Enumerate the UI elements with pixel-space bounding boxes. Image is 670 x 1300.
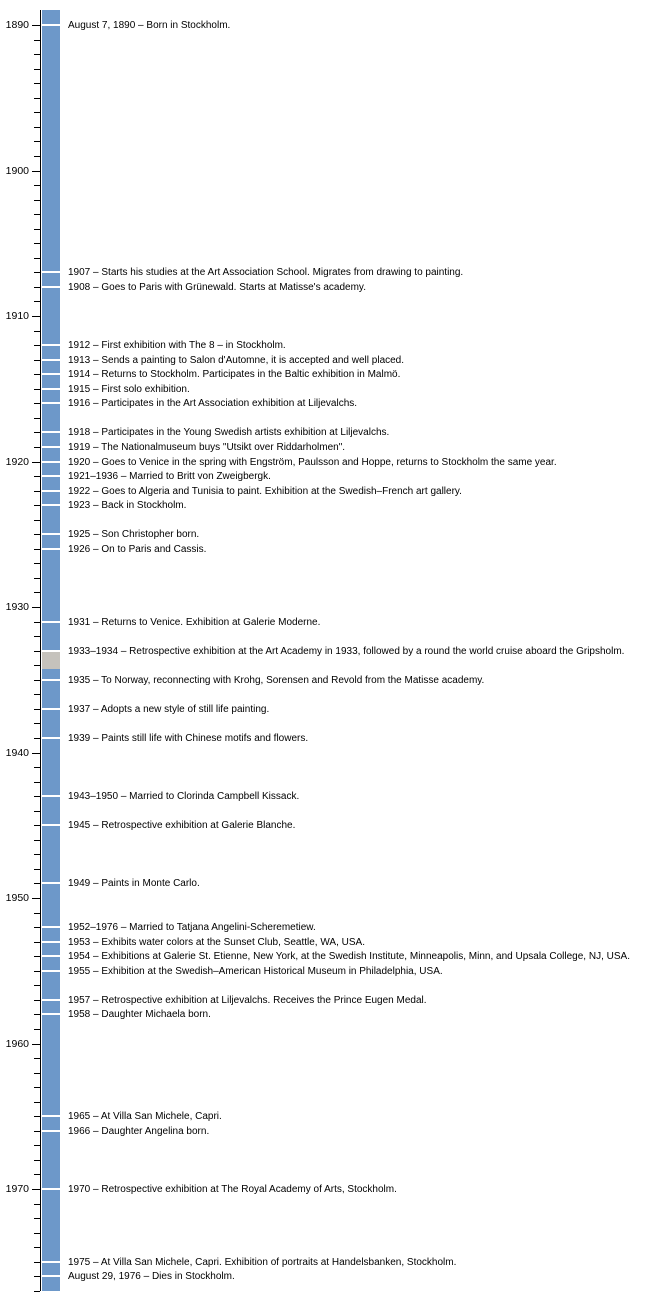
axis-tick-minor (34, 549, 40, 550)
axis-tick-minor (34, 1102, 40, 1103)
event-separator (42, 970, 60, 972)
axis-tick-minor (34, 272, 40, 273)
axis-tick-minor (34, 1058, 40, 1059)
axis-tick-minor (34, 141, 40, 142)
axis-tick-minor (34, 301, 40, 302)
timeline-event-label: 1913 – Sends a painting to Salon d'Automne, it is accepted and well placed. (68, 354, 405, 366)
event-separator (42, 650, 60, 652)
timeline-event-label: 1920 – Goes to Venice in the spring with Engström, Paulsson and Hoppe, returns to Stockholm the same year. (68, 456, 557, 468)
timeline-event-label: 1907 – Starts his studies at the Art Association School. Migrates from drawing to painting. (68, 267, 464, 279)
axis-tick-major (32, 753, 40, 754)
axis-tick-major (32, 1044, 40, 1045)
axis-tick-major (32, 171, 40, 172)
timeline-event-label: August 7, 1890 – Born in Stockholm. (68, 20, 231, 31)
axis-tick-minor (34, 54, 40, 55)
axis-tick-minor (34, 491, 40, 492)
event-separator (42, 24, 60, 26)
event-separator (42, 359, 60, 361)
timeline-event-label: 1931 – Returns to Venice. Exhibition at Galerie Moderne. (68, 616, 321, 628)
event-separator (42, 999, 60, 1001)
event-separator (42, 344, 60, 346)
axis-tick-minor (34, 200, 40, 201)
timeline-event-label: 1937 – Adopts a new style of still life painting. (68, 703, 270, 715)
axis-tick-minor (34, 927, 40, 928)
timeline-event-label: 1912 – First exhibition with The 8 – in Stockholm. (68, 340, 286, 352)
axis-tick-minor (34, 1160, 40, 1161)
axis-year-label: 1930 (5, 601, 29, 613)
axis-tick-minor (34, 1174, 40, 1175)
axis-tick-major (32, 316, 40, 317)
event-separator (42, 1130, 60, 1132)
timeline-bar-segment (42, 10, 60, 650)
axis-tick-minor (34, 69, 40, 70)
event-separator (42, 1275, 60, 1277)
timeline-event-label: 1943–1950 – Married to Clorinda Campbell Kissack. (68, 791, 300, 803)
event-separator (42, 504, 60, 506)
axis-tick-minor (34, 694, 40, 695)
event-separator (42, 621, 60, 623)
event-separator (42, 461, 60, 463)
axis-tick-minor (34, 985, 40, 986)
axis-tick-major (32, 607, 40, 608)
axis-tick-minor (34, 913, 40, 914)
axis-tick-minor (34, 156, 40, 157)
axis-tick-minor (34, 520, 40, 521)
axis-tick-minor (34, 956, 40, 957)
axis-year-label: 1910 (5, 310, 29, 322)
axis-tick-minor (34, 1073, 40, 1074)
axis-tick-minor (34, 592, 40, 593)
axis-tick-minor (34, 1262, 40, 1263)
axis-tick-minor (34, 505, 40, 506)
event-separator (42, 431, 60, 433)
event-separator (42, 388, 60, 390)
axis-tick-minor (34, 1276, 40, 1277)
axis-tick-minor (34, 1014, 40, 1015)
axis-tick-minor (34, 345, 40, 346)
axis-tick-minor (34, 389, 40, 390)
event-separator (42, 824, 60, 826)
axis-tick-minor (34, 214, 40, 215)
axis-tick-minor (34, 1204, 40, 1205)
timeline-event-label: 1939 – Paints still life with Chinese motifs and flowers. (68, 732, 309, 744)
axis-tick-minor (34, 1029, 40, 1030)
event-separator (42, 882, 60, 884)
axis-tick-minor (34, 680, 40, 681)
axis-tick-minor (34, 258, 40, 259)
axis-tick-minor (34, 1247, 40, 1248)
axis-tick-minor (34, 83, 40, 84)
event-separator (42, 708, 60, 710)
timeline-event-label: 1919 – The Nationalmuseum buys "Utsikt over Riddarholmen". (68, 441, 346, 453)
event-separator (42, 286, 60, 288)
axis-tick-minor (34, 1291, 40, 1292)
event-separator (42, 679, 60, 681)
axis-tick-minor (34, 447, 40, 448)
axis-tick-minor (34, 869, 40, 870)
axis-tick-minor (34, 709, 40, 710)
axis-tick-minor (34, 971, 40, 972)
axis-tick-minor (34, 796, 40, 797)
timeline-event-label: 1975 – At Villa San Michele, Capri. Exhibition of portraits at Handelsbanken, Stockholm. (68, 1256, 457, 1268)
axis-tick-minor (34, 578, 40, 579)
axis-tick-minor (34, 360, 40, 361)
axis-tick-minor (34, 1000, 40, 1001)
axis-tick-minor (34, 840, 40, 841)
axis-tick-minor (34, 229, 40, 230)
timeline-event-label: 1923 – Back in Stockholm. (68, 500, 187, 512)
timeline-event-label: 1915 – First solo exhibition. (68, 383, 190, 395)
timeline-event-label: 1908 – Goes to Paris with Grünewald. Starts at Matisse's academy. (68, 281, 366, 293)
timeline-bar-segment (42, 651, 60, 669)
event-separator (42, 402, 60, 404)
timeline-event-label: 1966 – Daughter Angelina born. (68, 1125, 210, 1137)
timeline-event-label: 1954 – Exhibitions at Galerie St. Etienne, New York, at the Swedish Institute, Minneapolis, Minn, and Upsala College, NJ, USA. (68, 951, 630, 963)
timeline-event-label: 1952–1976 – Married to Tatjana Angelini-Scheremetiew. (68, 922, 316, 934)
axis-tick-minor (34, 185, 40, 186)
axis-year-label: 1970 (5, 1183, 29, 1195)
axis-tick-minor (34, 432, 40, 433)
event-separator (42, 926, 60, 928)
axis-year-label: 1950 (5, 892, 29, 904)
axis-tick-minor (34, 1116, 40, 1117)
axis-year-label: 1960 (5, 1037, 29, 1050)
axis-tick-minor (34, 825, 40, 826)
axis-tick-minor (34, 476, 40, 477)
timeline-event-label: 1955 – Exhibition at the Swedish–American Historical Museum in Philadelphia, USA. (68, 965, 443, 977)
event-separator (42, 955, 60, 957)
event-separator (42, 490, 60, 492)
axis-tick-minor (34, 767, 40, 768)
axis-tick-minor (34, 636, 40, 637)
event-separator (42, 271, 60, 273)
axis-tick-minor (34, 563, 40, 564)
event-separator (42, 1188, 60, 1190)
axis-year-label: 1940 (5, 746, 29, 759)
timeline-event-label: 1970 – Retrospective exhibition at The Royal Academy of Arts, Stockholm. (68, 1184, 397, 1195)
event-separator (42, 446, 60, 448)
timeline-event-label: 1933–1934 – Retrospective exhibition at the Art Academy in 1933, followed by a round the world cruise aboard the Gripsholm. (68, 645, 625, 657)
timeline-event-label: 1957 – Retrospective exhibition at Liljevalchs. Receives the Prince Eugen Medal. (68, 994, 427, 1006)
axis-tick-major (32, 462, 40, 463)
timeline-event-label: 1916 – Participates in the Art Association exhibition at Liljevalchs. (68, 398, 358, 410)
axis-tick-major (32, 25, 40, 26)
axis-tick-minor (34, 782, 40, 783)
axis-year-label: 1900 (5, 164, 29, 177)
event-separator (42, 737, 60, 739)
axis-tick-minor (34, 403, 40, 404)
timeline-event-label: 1921–1936 – Married to Britt von Zweigbergk. (68, 471, 271, 483)
axis-tick-minor (34, 1233, 40, 1234)
axis-tick-minor (34, 112, 40, 113)
axis-year-label: 1920 (5, 455, 29, 468)
axis-tick-minor (34, 665, 40, 666)
timeline-event-label: 1965 – At Villa San Michele, Capri. (68, 1111, 222, 1123)
axis-tick-minor (34, 243, 40, 244)
axis-tick-major (32, 1189, 40, 1190)
event-separator (42, 548, 60, 550)
axis-tick-minor (34, 418, 40, 419)
timeline-event-label: 1945 – Retrospective exhibition at Galerie Blanche. (68, 820, 296, 832)
event-separator (42, 941, 60, 943)
axis-tick-minor (34, 1131, 40, 1132)
axis-tick-minor (34, 374, 40, 375)
timeline-event-label: 1918 – Participates in the Young Swedish artists exhibition at Liljevalchs. (68, 427, 390, 439)
axis-tick-minor (34, 1218, 40, 1219)
timeline-event-label: 1914 – Returns to Stockholm. Participates in the Baltic exhibition in Malmö. (68, 369, 401, 381)
axis-tick-minor (34, 287, 40, 288)
axis-tick-minor (34, 883, 40, 884)
event-separator (42, 1013, 60, 1015)
timeline-axis (40, 10, 41, 1290)
axis-tick-minor (34, 1087, 40, 1088)
timeline-event-label: 1926 – On to Paris and Cassis. (68, 543, 207, 555)
axis-tick-minor (34, 854, 40, 855)
axis-tick-major (32, 898, 40, 899)
timeline-event-label: 1925 – Son Christopher born. (68, 529, 200, 541)
axis-tick-minor (34, 651, 40, 652)
axis-tick-minor (34, 1145, 40, 1146)
axis-tick-minor (34, 40, 40, 41)
event-separator (42, 1261, 60, 1263)
event-separator (42, 373, 60, 375)
axis-tick-minor (34, 723, 40, 724)
axis-year-label: 1890 (5, 19, 29, 31)
timeline-event-label: August 29, 1976 – Dies in Stockholm. (68, 1271, 235, 1283)
event-separator (42, 1115, 60, 1117)
axis-tick-minor (34, 98, 40, 99)
timeline-event-label: 1953 – Exhibits water colors at the Sunset Club, Seattle, WA, USA. (68, 936, 365, 948)
timeline-event-label: 1958 – Daughter Michaela born. (68, 1009, 211, 1021)
axis-tick-minor (34, 127, 40, 128)
event-separator (42, 795, 60, 797)
axis-tick-minor (34, 534, 40, 535)
axis-tick-minor (34, 331, 40, 332)
timeline-bar-segment (42, 669, 60, 1291)
timeline-event-label: 1949 – Paints in Monte Carlo. (68, 878, 200, 890)
axis-tick-minor (34, 738, 40, 739)
event-separator (42, 533, 60, 535)
event-separator (42, 475, 60, 477)
axis-tick-minor (34, 622, 40, 623)
axis-tick-minor (34, 942, 40, 943)
timeline-event-label: 1935 – To Norway, reconnecting with Krohg, Sorensen and Revold from the Matisse academy. (68, 674, 485, 686)
axis-tick-minor (34, 811, 40, 812)
timeline-event-label: 1922 – Goes to Algeria and Tunisia to paint. Exhibition at the Swedish–French art gallery. (68, 485, 462, 497)
